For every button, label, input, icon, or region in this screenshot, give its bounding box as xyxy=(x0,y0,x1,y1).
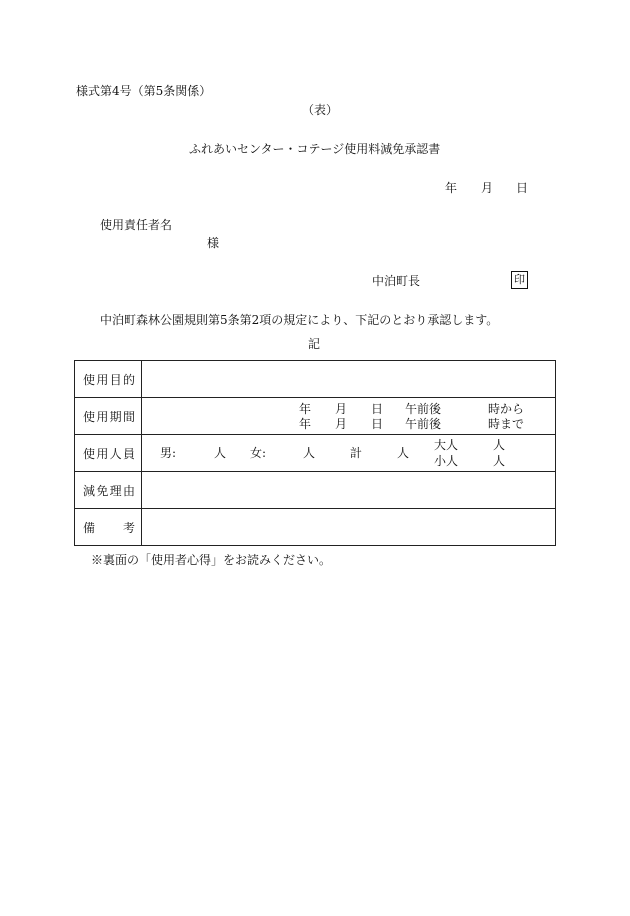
label-char: 用 xyxy=(96,446,109,461)
period-from-hour: 時から xyxy=(488,402,525,416)
date-day: 日 xyxy=(516,181,529,195)
addressee-label: 使用責任者名 xyxy=(100,218,173,232)
ki-heading: 記 xyxy=(308,337,321,351)
people-field[interactable] xyxy=(142,435,556,472)
approval-table xyxy=(74,360,556,546)
period-from-day: 日 xyxy=(371,402,384,416)
child-label: 小人 xyxy=(434,454,459,468)
adult-unit: 人 xyxy=(493,438,506,452)
row-people xyxy=(75,435,556,472)
label-char: 人 xyxy=(109,446,122,461)
label-char: 使 xyxy=(83,409,96,424)
label-char: 免 xyxy=(96,483,109,498)
label-char: 間 xyxy=(122,409,135,424)
row-purpose xyxy=(75,361,556,398)
body-text: 中泊町森林公園規則第5条第2項の規定により、下記のとおり承認します。 xyxy=(100,313,499,327)
remarks-field[interactable] xyxy=(142,509,556,546)
row-reason xyxy=(75,472,556,509)
child-unit: 人 xyxy=(493,454,506,468)
label-char: 由 xyxy=(122,483,135,498)
period-from-month: 月 xyxy=(335,402,348,416)
label-char: 員 xyxy=(122,446,135,461)
issuer-name: 中泊町長 xyxy=(372,274,421,288)
male-unit: 人 xyxy=(214,446,227,460)
footnote: ※裏面の「使用者心得」をお読みください。 xyxy=(91,553,332,567)
female-label: 女: xyxy=(250,446,267,460)
label-char: 理 xyxy=(109,483,122,498)
purpose-field[interactable] xyxy=(142,361,556,398)
row-period xyxy=(75,398,556,435)
label-char: 用 xyxy=(96,409,109,424)
period-from-ampm: 午前後 xyxy=(405,402,442,416)
period-field[interactable] xyxy=(142,398,556,435)
period-to-year: 年 xyxy=(299,417,312,431)
label-people xyxy=(75,435,142,472)
label-char: 考 xyxy=(122,520,135,535)
label-char: 備 xyxy=(83,520,96,535)
label-purpose xyxy=(75,361,142,398)
seal-mark: 印 xyxy=(511,271,528,289)
period-to-ampm: 午前後 xyxy=(405,417,442,431)
form-number: 様式第4号（第5条関係） xyxy=(76,84,212,98)
period-from-year: 年 xyxy=(299,402,312,416)
label-char: 的 xyxy=(122,372,135,387)
form-side: （表） xyxy=(302,103,339,117)
row-remarks xyxy=(75,509,556,546)
label-char: 減 xyxy=(83,483,96,498)
date-month: 月 xyxy=(481,181,494,195)
period-to-month: 月 xyxy=(335,417,348,431)
date-year: 年 xyxy=(445,181,458,195)
label-char: 期 xyxy=(109,409,122,424)
label-char: 目 xyxy=(109,372,122,387)
period-to-hour: 時まで xyxy=(488,417,525,431)
total-label: 計 xyxy=(350,446,363,460)
addressee-honorific: 様 xyxy=(207,236,220,250)
label-period xyxy=(75,398,142,435)
label-char: 用 xyxy=(96,372,109,387)
label-reason xyxy=(75,472,142,509)
female-unit: 人 xyxy=(303,446,316,460)
adult-label: 大人 xyxy=(434,438,459,452)
period-to-day: 日 xyxy=(371,417,384,431)
label-remarks xyxy=(75,509,142,546)
label-char: 使 xyxy=(83,446,96,461)
document-title: ふれあいセンター・コテージ使用料減免承認書 xyxy=(189,142,441,156)
male-label: 男: xyxy=(160,446,177,460)
label-char: 使 xyxy=(83,372,96,387)
reason-field[interactable] xyxy=(142,472,556,509)
total-unit: 人 xyxy=(397,446,410,460)
